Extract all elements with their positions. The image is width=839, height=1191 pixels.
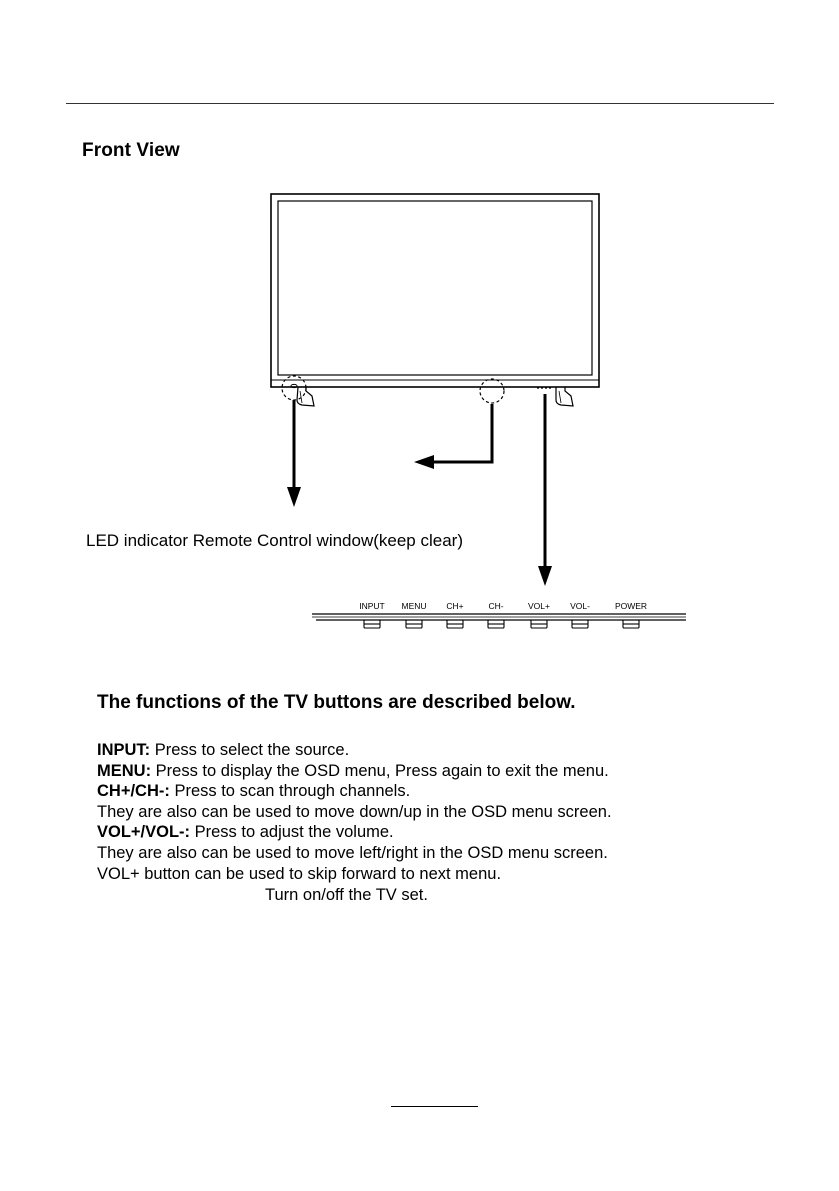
ch-minus-button-icon (488, 620, 504, 628)
functions-heading: The functions of the TV buttons are described below. (97, 692, 576, 713)
button-label-ch-plus: CH+ (446, 601, 464, 611)
button-panel-arrow-head (538, 566, 552, 586)
vol-plus-button-icon (531, 620, 547, 628)
button-label-vol-minus: VOL- (570, 601, 590, 611)
desc-input: INPUT: Press to select the source. (97, 741, 350, 759)
button-panel (312, 614, 686, 620)
remote-window-arrow-head (414, 455, 434, 469)
tv-screen (278, 201, 592, 375)
led-arrow-head (287, 487, 301, 507)
desc-channel-osd: They are also can be used to move down/up in the OSD menu screen. (97, 802, 612, 821)
button-label-vol-plus: VOL+ (528, 601, 550, 611)
tv-outer-frame (271, 194, 599, 387)
led-indicator-icon (291, 384, 297, 387)
button-label-power: POWER (614, 601, 648, 611)
button-label-ch-minus: CH- (488, 601, 504, 611)
physical-buttons (364, 620, 639, 628)
button-descriptions (97, 740, 612, 905)
section-title: Front View (82, 140, 180, 161)
led-remote-caption: LED indicator Remote Control window(keep clear) (86, 531, 463, 550)
menu-button-icon (406, 620, 422, 628)
desc-menu: MENU: Press to display the OSD menu, Press again to exit the menu. (97, 761, 609, 780)
power-button-icon (623, 620, 639, 628)
desc-vol-plus-skip: VOL+ button can be used to skip forward to next menu. (97, 864, 502, 883)
page-number-rule (391, 1106, 478, 1107)
button-labels (359, 601, 647, 611)
ch-plus-button-icon (447, 620, 463, 628)
desc-volume: VOL+/VOL-: Press to adjust the volume. (97, 823, 394, 842)
desc-power: Turn on/off the TV set. (265, 886, 428, 905)
remote-window-arrow (430, 404, 492, 462)
tv-stand-right (556, 387, 573, 406)
input-button-icon (364, 620, 380, 628)
desc-volume-osd: They are also can be used to move left/right in the OSD menu screen. (97, 843, 608, 862)
desc-channel: CH+/CH-: Press to scan through channels. (97, 782, 411, 801)
button-label-input: INPUT (359, 601, 385, 611)
vol-minus-button-icon (572, 620, 588, 628)
remote-window-marker (480, 379, 504, 403)
button-label-menu: MENU (401, 601, 427, 611)
